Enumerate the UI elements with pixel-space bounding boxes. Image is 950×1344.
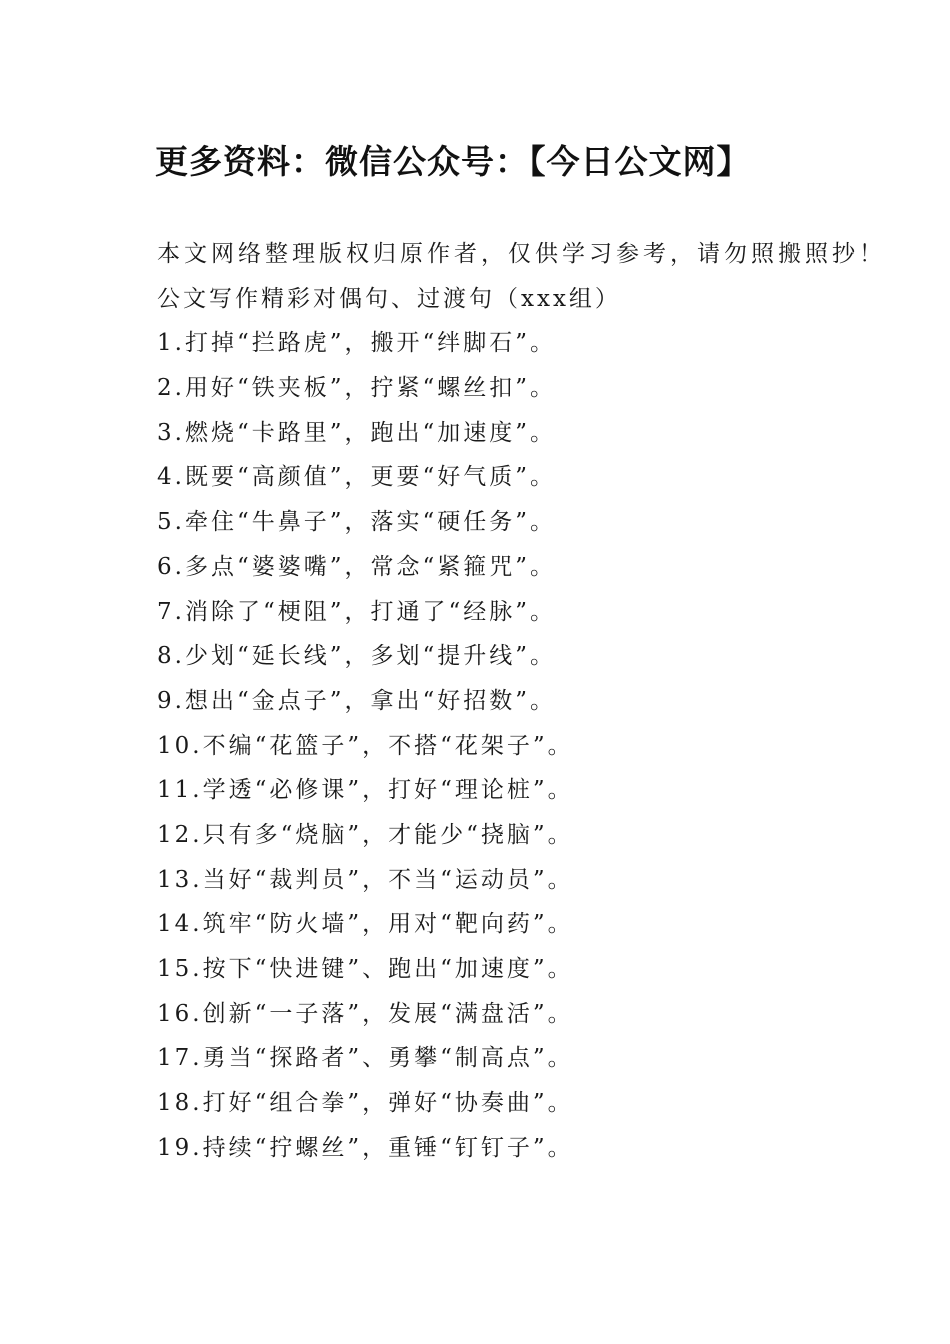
list-item: 18.打好“组合拳”，弹好“协奏曲”。	[157, 1090, 574, 1117]
list-item: 15.按下“快进键”、跑出“加速度”。	[157, 956, 574, 982]
list-item: 10.不编“花篮子”，不搭“花架子”。	[157, 732, 574, 759]
list-item: 3.燃烧“卡路里”，跑出“加速度”。	[157, 419, 556, 446]
list-item: 9.想出“金点子”，拿出“好招数”。	[157, 687, 556, 714]
list-item: 19.持续“拧螺丝”，重锤“钉钉子”。	[157, 1134, 574, 1161]
list-item: 13.当好“裁判员”，不当“运动员”。	[157, 866, 574, 893]
list-item: 7.消除了“梗阻”，打通了“经脉”。	[157, 598, 556, 625]
list-item: 4.既要“高颜值”，更要“好气质”。	[157, 464, 556, 491]
list-item: 8.少划“延长线”，多划“提升线”。	[157, 643, 556, 670]
list-item: 5.牵住“牛鼻子”，落实“硬任务”。	[157, 509, 556, 536]
document-body	[157, 232, 917, 1170]
list-item: 11.学透“必修课”，打好“理论桩”。	[157, 777, 574, 804]
list-item: 2.用好“铁夹板”，拧紧“螺丝扣”。	[157, 375, 556, 402]
list-item: 17.勇当“探路者”、勇攀“制高点”。	[157, 1045, 574, 1072]
list-item: 1.打掉“拦路虎”，搬开“绊脚石”。	[157, 330, 556, 357]
copyright-notice: 本文网络整理版权归原作者，仅供学习参考，请勿照搬照抄！	[157, 241, 886, 267]
list-item: 12.只有多“烧脑”，才能少“挠脑”。	[157, 821, 574, 848]
list-item: 14.筑牢“防火墙”，用对“靶向药”。	[157, 911, 574, 938]
list-item: 6.多点“婆婆嘴”，常念“紧箍咒”。	[157, 553, 556, 580]
document-subtitle: 公文写作精彩对偶句、过渡句（xxx组）	[157, 285, 621, 312]
header-title: 更多资料：微信公众号：【今日公文网】	[155, 142, 751, 181]
list-item: 16.创新“一子落”，发展“满盘活”。	[157, 1000, 574, 1027]
